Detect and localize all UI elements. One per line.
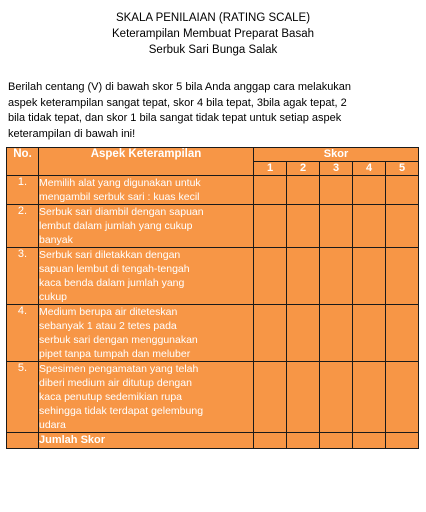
row-number: 3. <box>7 248 39 305</box>
score-cell-5[interactable] <box>386 305 419 362</box>
document-title-block <box>0 10 426 58</box>
score-cell-1[interactable] <box>254 362 287 433</box>
score-cell-5[interactable] <box>386 205 419 248</box>
column-header-score: Skor <box>254 148 419 162</box>
score-cell-4[interactable] <box>353 248 386 305</box>
aspect-text-line: kaca benda dalam jumlah yang <box>39 277 185 289</box>
score-cell-3[interactable] <box>320 248 353 305</box>
score-cell-4[interactable] <box>353 362 386 433</box>
total-score-cell-5[interactable] <box>386 433 419 449</box>
aspect-cell <box>39 362 254 433</box>
score-level-header: 3 <box>320 162 353 176</box>
score-cell-3[interactable] <box>320 305 353 362</box>
score-cell-4[interactable] <box>353 176 386 205</box>
score-cell-4[interactable] <box>353 205 386 248</box>
aspect-text-line: pipet tanpa tumpah dan meluber <box>39 348 191 360</box>
aspect-text-line: Spesimen pengamatan yang telah <box>39 363 199 375</box>
aspect-text-line: Serbuk sari diambil dengan sapuan <box>39 206 204 218</box>
aspect-cell <box>39 176 254 205</box>
aspect-text-line: Medium berupa air diteteskan <box>39 306 178 318</box>
score-level-header: 5 <box>386 162 419 176</box>
aspect-text-line: Memilih alat yang digunakan untuk <box>39 177 201 189</box>
aspect-text-line: cukup <box>39 291 68 303</box>
score-cell-3[interactable] <box>320 176 353 205</box>
total-label: Jumlah Skor <box>39 433 254 449</box>
document-title: SKALA PENILAIAN (RATING SCALE) <box>115 12 311 24</box>
row-number: 4. <box>7 305 39 362</box>
aspect-cell <box>39 305 254 362</box>
instructions-line: aspek keterampilan sangat tepat, skor 4 bila tepat, 3bila agak tepat, 2 <box>8 96 347 109</box>
score-cell-1[interactable] <box>254 305 287 362</box>
aspect-text-line: udara <box>39 419 66 431</box>
score-cell-5[interactable] <box>386 362 419 433</box>
row-number: 2. <box>7 205 39 248</box>
aspect-text-line: diberi medium air ditutup dengan <box>39 377 192 389</box>
total-score-cell-2[interactable] <box>287 433 320 449</box>
row-number: 1. <box>7 176 39 205</box>
instructions-paragraph <box>8 80 418 142</box>
score-cell-3[interactable] <box>320 362 353 433</box>
aspect-text-line: kaca penutup sedemikian rupa <box>39 391 183 403</box>
instructions-line: bila tidak tepat, dan skor 1 bila sangat tidak tepat untuk setiap aspek <box>8 112 342 124</box>
row-number: 5. <box>7 362 39 433</box>
aspect-text-line: banyak <box>39 234 73 246</box>
table-row <box>7 362 419 433</box>
aspect-text-line: serbuk sari dengan menggunakan <box>39 334 198 346</box>
table-row <box>7 176 419 205</box>
instructions-line: Berilah centang (V) di bawah skor 5 bila Anda anggap cara melakukan <box>8 81 352 93</box>
table-row <box>7 205 419 248</box>
table-row <box>7 305 419 362</box>
aspect-text-line: sapuan lembut di tengah-tengah <box>39 263 190 275</box>
total-row <box>7 433 419 449</box>
score-cell-5[interactable] <box>386 248 419 305</box>
aspect-text-line: lembut dalam jumlah yang cukup <box>39 220 193 232</box>
rating-scale-table <box>6 147 419 449</box>
score-cell-2[interactable] <box>287 305 320 362</box>
score-cell-4[interactable] <box>353 305 386 362</box>
score-cell-2[interactable] <box>287 205 320 248</box>
aspect-text-line: mengambil serbuk sari : kuas kecil <box>39 191 200 203</box>
score-cell-1[interactable] <box>254 176 287 205</box>
total-number-cell <box>7 433 39 449</box>
score-level-header: 1 <box>254 162 287 176</box>
total-score-cell-3[interactable] <box>320 433 353 449</box>
aspect-cell <box>39 248 254 305</box>
aspect-text-line: Serbuk sari diletakkan dengan <box>39 249 181 261</box>
table-row <box>7 248 419 305</box>
aspect-text-line: sebanyak 1 atau 2 tetes pada <box>39 320 177 332</box>
instructions-line: keterampilan di bawah ini! <box>8 127 136 140</box>
score-cell-2[interactable] <box>287 248 320 305</box>
total-score-cell-4[interactable] <box>353 433 386 449</box>
document-subtitle: Keterampilan Membuat Preparat Basah <box>112 28 314 40</box>
aspect-text-line: sehingga tidak terdapat gelembung <box>39 405 204 417</box>
column-header-aspect: Aspek Keterampilan <box>39 148 254 176</box>
score-cell-2[interactable] <box>287 176 320 205</box>
score-level-header: 2 <box>287 162 320 176</box>
score-cell-2[interactable] <box>287 362 320 433</box>
column-header-no: No. <box>7 148 39 176</box>
score-cell-1[interactable] <box>254 248 287 305</box>
score-level-header: 4 <box>353 162 386 176</box>
aspect-cell <box>39 205 254 248</box>
total-score-cell-1[interactable] <box>254 433 287 449</box>
score-cell-1[interactable] <box>254 205 287 248</box>
score-cell-5[interactable] <box>386 176 419 205</box>
document-subtitle-2: Serbuk Sari Bunga Salak <box>148 44 278 56</box>
score-cell-3[interactable] <box>320 205 353 248</box>
